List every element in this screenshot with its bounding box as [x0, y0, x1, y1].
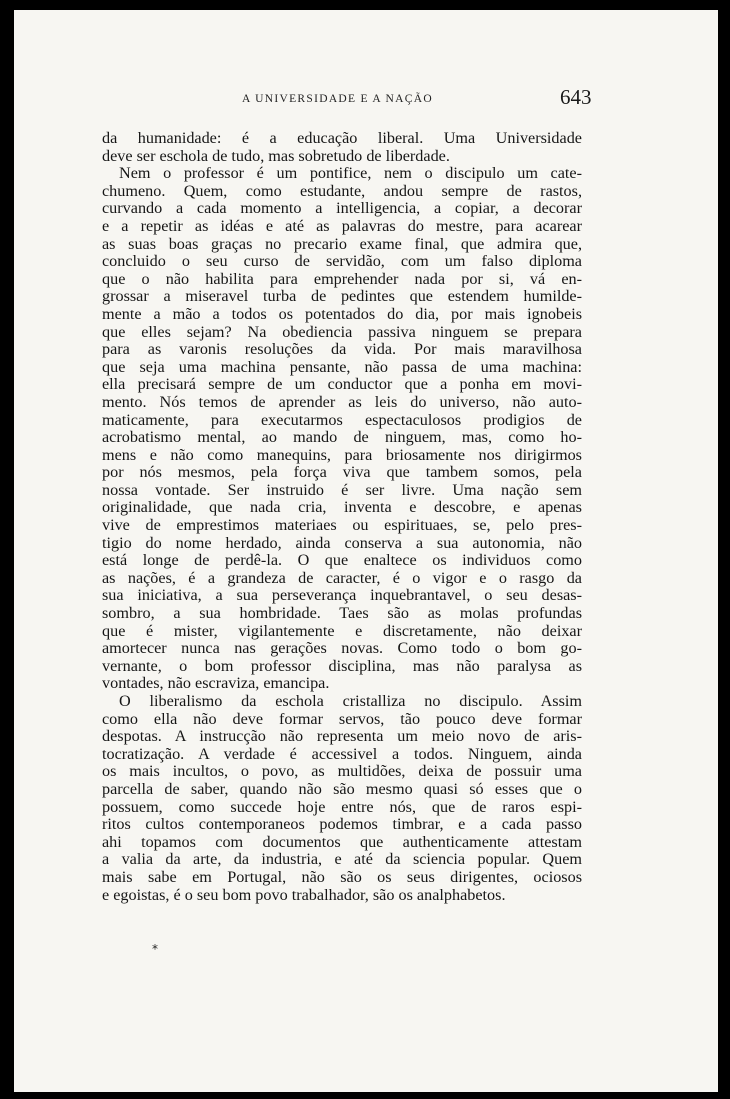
text-line: nossa vontade. Ser instruido é ser livre. Uma nação sem	[102, 480, 582, 499]
text-line: acrobatismo mental, ao mando de ninguem, mas, como ho-	[102, 428, 582, 447]
body-text	[102, 130, 582, 904]
text-line: O liberalismo da eschola cristalliza no discipulo. Assim	[119, 692, 582, 710]
text-line: despotas. A instrucção não representa um meio novo de aris-	[102, 727, 582, 746]
page-number: 643	[560, 85, 592, 109]
paragraph	[102, 165, 582, 693]
text-line: a valia da arte, da industria, e até da sciencia popular. Quem	[102, 850, 582, 869]
text-line: por nós mesmos, pela força viva que tambem somos, pela	[102, 463, 582, 482]
text-line: tocratização. A verdade é accessivel a todos. Ninguem, ainda	[102, 744, 582, 763]
text-line: mento. Nós temos de aprender as leis do universo, não auto-	[102, 392, 582, 411]
book-page	[14, 10, 718, 1092]
text-line: curvando a cada momento a intelligencia, a copiar, a decorar	[102, 199, 582, 218]
ornament-asterisk: *	[152, 942, 158, 956]
text-line: sua iniciativa, a sua perseverança inquebrantavel, o seu desas-	[102, 586, 582, 605]
text-line: ella precisará sempre de um conductor que a ponha em movi-	[102, 375, 582, 394]
text-line: chumeno. Quem, como estudante, andou sempre de rastos,	[102, 181, 582, 200]
text-line: mais sabe em Portugal, não são os seus dirigentes, ociosos	[102, 867, 582, 886]
text-line: mente a mão a todos os potentados do dia, por mais ignobeis	[102, 304, 582, 323]
text-line: vontades, não escraviza, emancipa.	[102, 674, 330, 693]
text-line: concluido o seu curso de servidão, com um falso diploma	[102, 252, 582, 271]
text-line: as nações, é a grandeza de caracter, é o vigor e o rasgo da	[102, 568, 582, 587]
text-line: grossar a miseravel turba de pedintes que estendem humilde-	[102, 287, 582, 306]
text-line: deve ser eschola de tudo, mas sobretudo de liberdade.	[102, 146, 450, 165]
text-line: que o não habilita para emprehender nada por si, vá en-	[102, 269, 582, 288]
text-line: parcella de saber, quando não são mesmo quasi só esses que o	[102, 779, 582, 798]
text-line: amortecer nunca nas gerações novas. Como todo o bom go-	[102, 639, 582, 658]
text-line: como ella não deve formar servos, tão pouco deve formar	[102, 709, 582, 728]
text-line: que elles sejam? Na obediencia passiva ninguem se prepara	[102, 322, 582, 341]
text-line: sombro, a sua hombridade. Taes são as molas profundas	[102, 604, 582, 623]
text-line: e egoistas, é o seu bom povo trabalhador, são os analphabetos.	[102, 885, 506, 904]
text-line: que seja uma machina pensante, não passa de uma machina:	[102, 357, 582, 376]
text-line: da humanidade: é a educação liberal. Uma Universidade	[102, 129, 582, 147]
running-head	[14, 81, 718, 111]
text-line: tigio do nome herdado, ainda conserva a sua autonomia, não	[102, 533, 582, 552]
text-line: ritos cultos contemporaneos podemos timbrar, e a cada passo	[102, 815, 582, 834]
text-line: os mais incultos, o povo, as multidões, deixa de possuir uma	[102, 762, 582, 781]
text-line: e a repetir as idéas e até as palavras do mestre, para acarear	[102, 216, 582, 235]
text-line: ahi topamos com documentos que authenticamente attestam	[102, 832, 582, 851]
text-line: que é mister, vigilantemente e discretamente, não deixar	[102, 621, 582, 640]
text-line: as suas boas graças no precario exame final, que admira que,	[102, 234, 582, 253]
text-line: originalidade, que nada cria, inventa e descobre, e apenas	[102, 498, 582, 517]
paragraph	[102, 130, 582, 165]
running-title: A UNIVERSIDADE E A NAÇÃO	[242, 93, 433, 105]
text-line: vive de emprestimos materiaes ou espirituaes, se, pelo pres-	[102, 516, 582, 535]
text-line: está longe de perdê-la. O que enaltece os individuos como	[102, 551, 582, 570]
paragraph	[102, 693, 582, 904]
text-line: vernante, o bom professor disciplina, mas não paralysa as	[102, 656, 582, 675]
text-line: mens e não como manequins, para briosamente nos dirigirmos	[102, 445, 582, 464]
text-line: possuem, como succede hoje entre nós, que de raros espi-	[102, 797, 582, 816]
text-line: para as varonis resoluções da vida. Por mais maravilhosa	[102, 340, 582, 359]
text-line: Nem o professor é um pontifice, nem o discipulo um cate-	[119, 164, 582, 183]
text-line: maticamente, para executarmos espectaculosos prodigios de	[102, 410, 582, 429]
